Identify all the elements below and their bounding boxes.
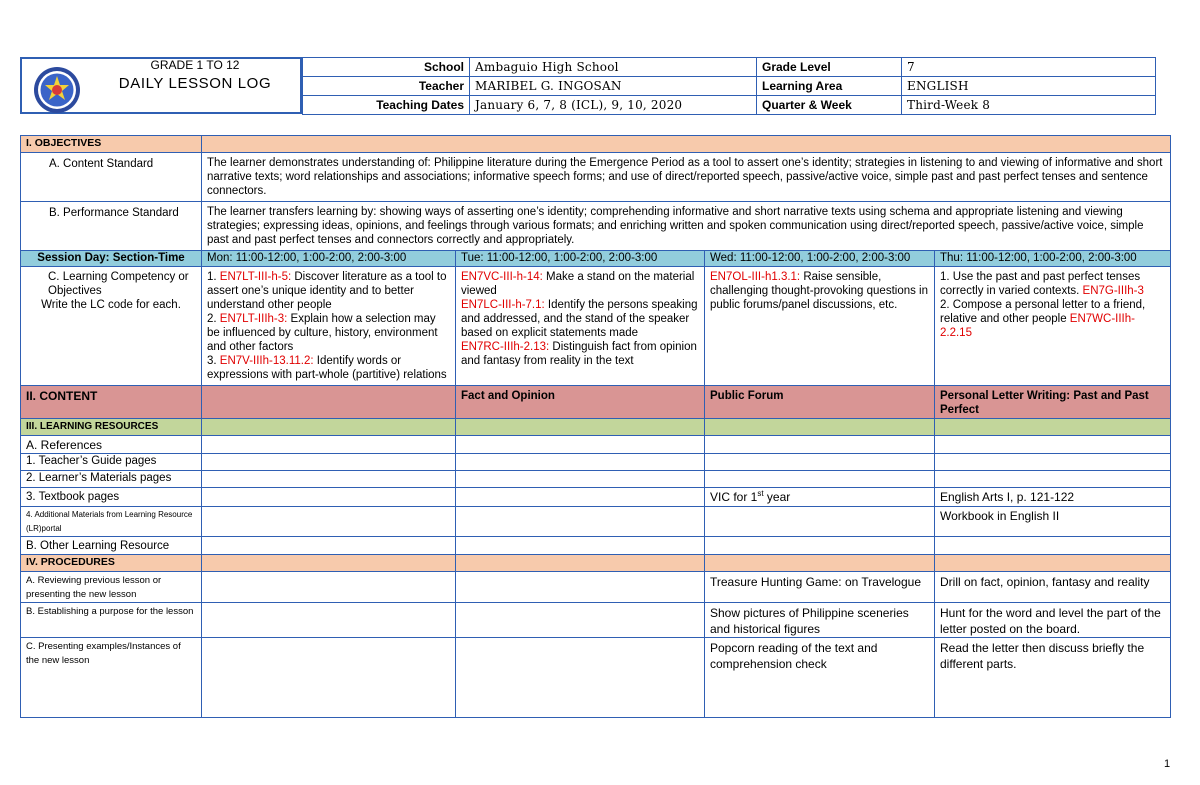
school-label: School: [303, 58, 470, 77]
teaching-dates-value[interactable]: January 6, 7, 8 (ICL), 9, 10, 2020: [470, 96, 757, 115]
textbook-label: 3. Textbook pages: [21, 488, 202, 507]
teacher-label: Teacher: [303, 77, 470, 96]
content-thu[interactable]: Personal Letter Writing: Past and Past Perfect: [935, 386, 1171, 419]
content-tue[interactable]: Fact and Opinion: [456, 386, 705, 419]
references-label: A. References: [21, 436, 202, 454]
header-info-table: [302, 57, 1156, 115]
competency-thu[interactable]: [935, 267, 1171, 386]
references-row: [21, 436, 1171, 454]
content-standard-text[interactable]: The learner demonstrates understanding of: Philippine literature during the Emergence Period as a tool to assert one’s identity; strategies in listening to and viewing of informative and short narrative texts; word relationships and associations; informative speech forms; and use of direct/reported speech, passive/active voice, simple past and past perfect tenses and sentence connectors.: [202, 153, 1171, 202]
teacher-value[interactable]: MARIBEL G. INGOSAN: [470, 77, 757, 96]
tue-objective-3: EN7RC-IIIh-2.13: Distinguish fact from opinion and fantasy from reality in the text: [461, 341, 697, 367]
teaching-dates-label: Teaching Dates: [303, 96, 470, 115]
competency-label-note: Write the LC code for each.: [41, 299, 181, 311]
procedure-b-row: [21, 603, 1171, 638]
session-wed: Wed: 11:00-12:00, 1:00-2:00, 2:00-3:00: [705, 251, 935, 267]
procedure-b-thu[interactable]: Hunt for the word and level the part of the letter posted on the board.: [935, 603, 1171, 638]
session-row: [21, 251, 1171, 267]
competency-mon[interactable]: [202, 267, 456, 386]
lc-code: EN7WC-IIIh-2.2.15: [940, 313, 1135, 339]
procedure-b-wed[interactable]: Show pictures of Philippine sceneries and historical figures: [705, 603, 935, 638]
procedure-a-wed[interactable]: Treasure Hunting Game: on Travelogue: [705, 572, 935, 603]
competency-row: [21, 267, 1171, 386]
teachers-guide-row: [21, 454, 1171, 471]
lc-code: EN7V-IIIh-13.11.2:: [219, 355, 314, 367]
procedure-a-thu[interactable]: Drill on fact, opinion, fantasy and reality: [935, 572, 1171, 603]
procedure-b-label: B. Establishing a purpose for the lesson: [21, 603, 202, 638]
content-standard-label: A. Content Standard: [21, 153, 202, 202]
competency-label: [21, 267, 202, 386]
lc-code: EN7LT-IIIh-3:: [219, 313, 288, 325]
procedure-c-wed[interactable]: Popcorn reading of the text and comprehension check: [705, 638, 935, 718]
additional-materials-row: [21, 507, 1171, 537]
lc-code: EN7VC-III-h-14:: [461, 271, 543, 283]
lc-code: EN7LC-III-h-7.1:: [461, 299, 545, 311]
mon-objective-2: 2. EN7LT-IIIh-3: Explain how a selection may be influenced by culture, history, environment and other factors: [207, 313, 438, 353]
procedure-c-label: C. Presenting examples/Instances of the new lesson: [21, 638, 202, 718]
teachers-guide-label: 1. Teacher’s Guide pages: [21, 454, 202, 471]
objectives-heading: I. OBJECTIVES: [21, 136, 202, 153]
procedure-c-thu[interactable]: Read the letter then discuss briefly the different parts.: [935, 638, 1171, 718]
tue-objective-2: EN7LC-III-h-7.1: Identify the persons speaking and addressed, and the stand of the speaker based on explicit statements made: [461, 299, 698, 339]
other-resource-row: [21, 537, 1171, 555]
content-heading: II. CONTENT: [21, 386, 202, 419]
lc-code: EN7G-IIIh-3: [1082, 285, 1144, 297]
lc-code: EN7RC-IIIh-2.13:: [461, 341, 550, 353]
additional-materials-label: 4. Additional Materials from Learning Resource (LR)portal: [21, 507, 202, 537]
procedure-a-label: A. Reviewing previous lesson or presenting the new lesson: [21, 572, 202, 603]
grade-range: GRADE 1 TO 12: [150, 58, 240, 72]
procedure-a-row: [21, 572, 1171, 603]
competency-wed[interactable]: [705, 267, 935, 386]
competency-label-main: C. Learning Competency or Objectives: [48, 271, 189, 297]
performance-standard-row: [21, 202, 1171, 251]
textbook-wed[interactable]: VIC for 1st year: [705, 488, 935, 507]
grade-level-label: Grade Level: [757, 58, 902, 77]
content-row: [21, 386, 1171, 419]
content-wed[interactable]: Public Forum: [705, 386, 935, 419]
performance-standard-text[interactable]: The learner transfers learning by: showing ways of asserting one’s identity; comprehending informative and short narrative texts using schema and appropriate listening and viewing strategies; expressing ideas, opinions, and feelings through various formats; and enriching written and spoken communication using direct/reported speech, passive/active voice, simple past and past perfect tenses and connectors correctly and appropriately.: [202, 202, 1171, 251]
learning-area-value[interactable]: ENGLISH: [902, 77, 1156, 96]
objectives-heading-fill: [202, 136, 1171, 153]
resources-heading: III. LEARNING RESOURCES: [21, 419, 202, 436]
lc-code: EN7LT-III-h-5:: [219, 271, 292, 283]
session-thu: Thu: 11:00-12:00, 1:00-2:00, 2:00-3:00: [935, 251, 1171, 267]
content-mon[interactable]: [202, 386, 456, 419]
other-resource-label: B. Other Learning Resource: [21, 537, 202, 555]
school-value[interactable]: Ambaguio High School: [470, 58, 757, 77]
wed-objective-1: EN7OL-III-h1.3.1: Raise sensible, challenging thought-provoking questions in public forums/panel discussions, etc.: [710, 271, 929, 311]
content-standard-row: [21, 153, 1171, 202]
learners-materials-row: [21, 471, 1171, 488]
session-mon: Mon: 11:00-12:00, 1:00-2:00, 2:00-3:00: [202, 251, 456, 267]
procedure-c-row: [21, 638, 1171, 718]
resources-heading-row: [21, 419, 1171, 436]
quarter-week-value[interactable]: Third-Week 8: [902, 96, 1156, 115]
mon-objective-3: 3. EN7V-IIIh-13.11.2: Identify words or expressions with part-whole (partitive) relations: [207, 355, 447, 381]
learners-materials-label: 2. Learner’s Materials pages: [21, 471, 202, 488]
thu-objective-2: 2. Compose a personal letter to a friend, relative and other people EN7WC-IIIh-2.2.15: [940, 299, 1146, 339]
grade-level-value[interactable]: 7: [902, 58, 1156, 77]
session-tue: Tue: 11:00-12:00, 1:00-2:00, 2:00-3:00: [456, 251, 705, 267]
tue-objective-1: EN7VC-III-h-14: Make a stand on the material viewed: [461, 271, 695, 297]
lesson-plan-table: [20, 135, 1171, 718]
procedures-heading-row: [21, 555, 1171, 572]
document-title: DAILY LESSON LOG: [118, 75, 272, 92]
learning-area-label: Learning Area: [757, 77, 902, 96]
quarter-week-label: Quarter & Week: [757, 96, 902, 115]
textbook-row: [21, 488, 1171, 507]
competency-tue[interactable]: [456, 267, 705, 386]
deped-seal-icon: [33, 66, 81, 114]
page-number: 1: [1164, 758, 1171, 770]
performance-standard-label: B. Performance Standard: [21, 202, 202, 251]
thu-objective-1: 1. Use the past and past perfect tenses correctly in varied contexts. EN7G-IIIh-3: [940, 271, 1144, 297]
textbook-thu[interactable]: English Arts I, p. 121-122: [935, 488, 1171, 507]
objectives-heading-row: [21, 136, 1171, 153]
lc-code: EN7OL-III-h1.3.1:: [710, 271, 801, 283]
session-label: Session Day: Section-Time: [21, 251, 202, 267]
mon-objective-1: 1. EN7LT-III-h-5: Discover literature as a tool to assert one’s unique identity and to better understand other people: [207, 271, 447, 311]
procedures-heading: IV. PROCEDURES: [21, 555, 202, 572]
additional-materials-thu[interactable]: Workbook in English II: [935, 507, 1171, 537]
